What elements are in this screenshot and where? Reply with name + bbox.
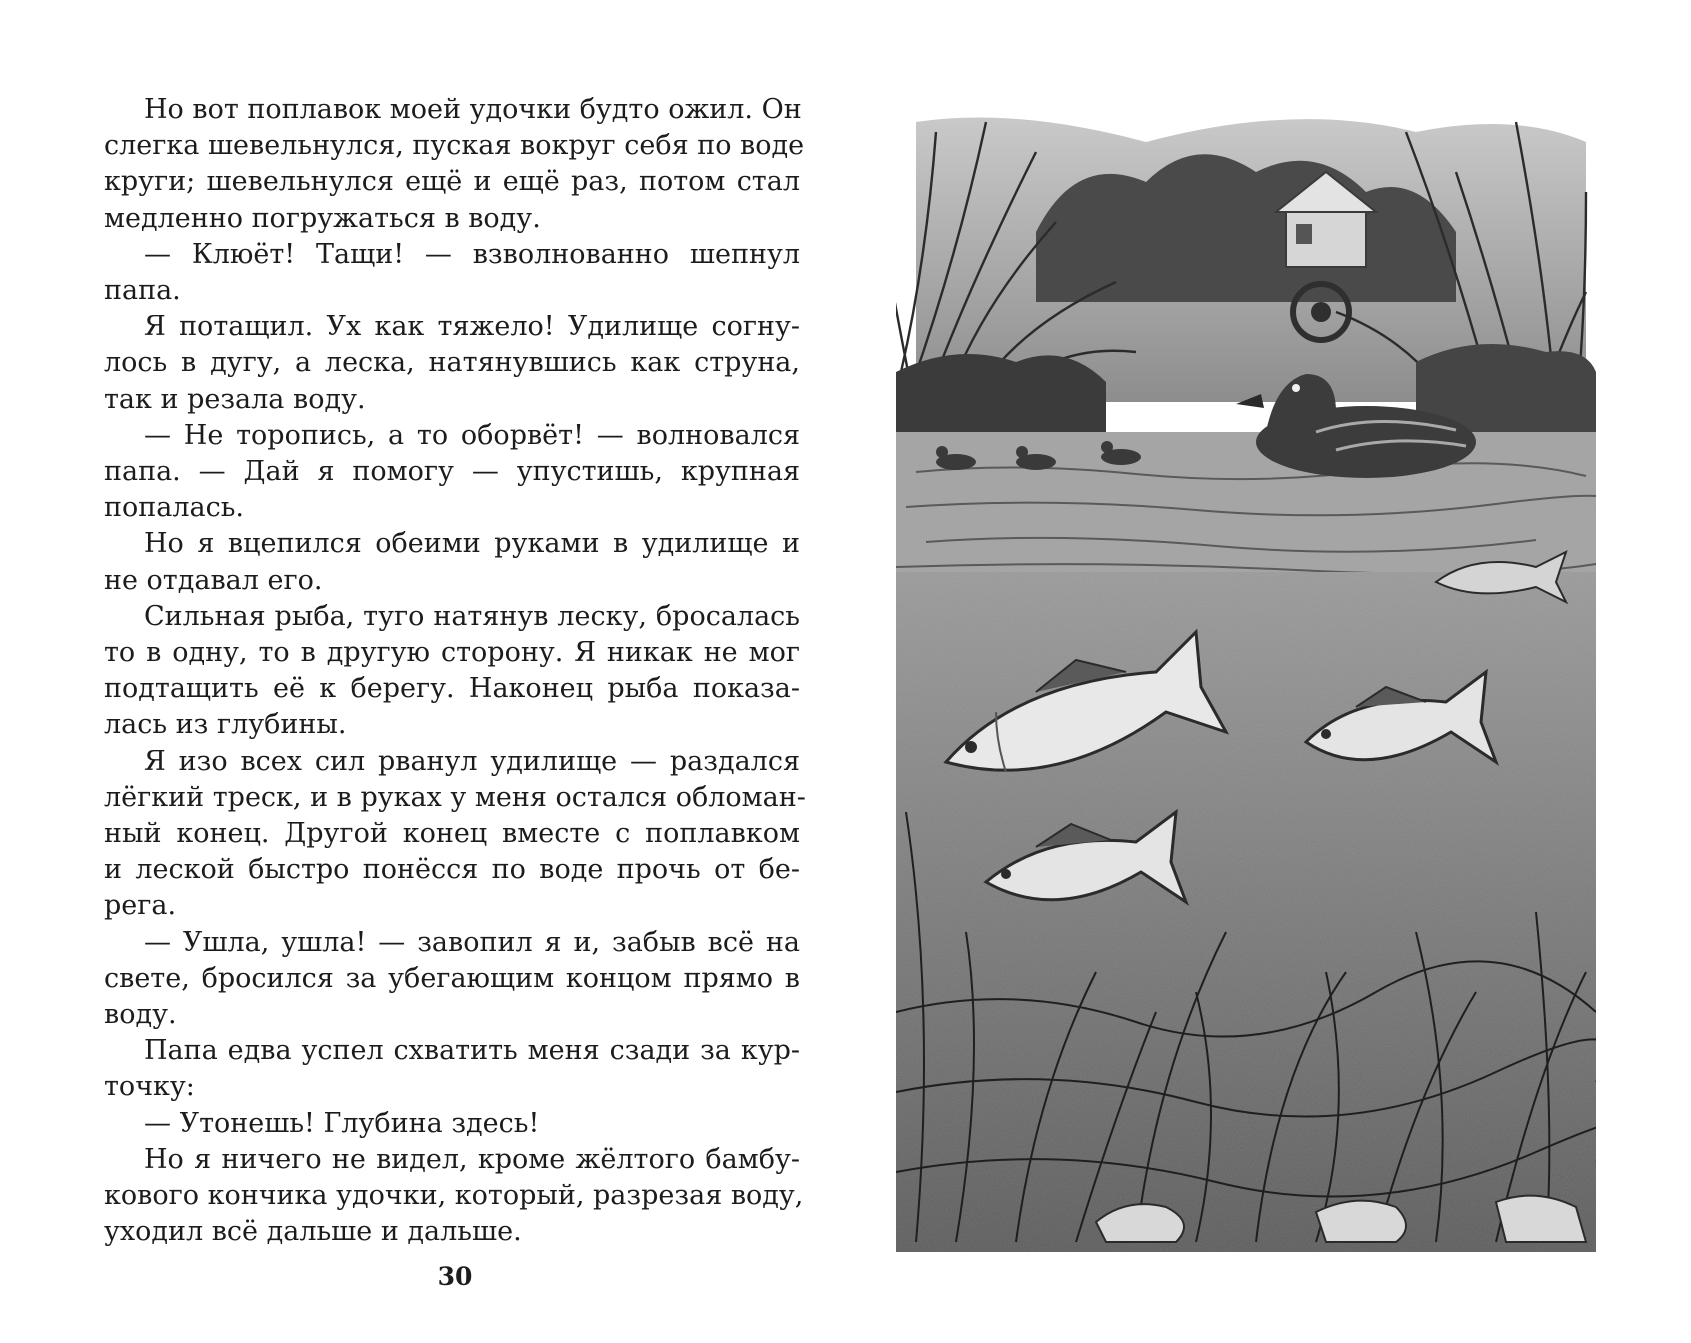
text-line: подтащить её к берегу. Наконец рыба показа- [104, 673, 800, 705]
text-line: Но я ничего не видел, кроме жёлтого бамбу- [144, 1143, 800, 1175]
story-text [104, 92, 806, 1251]
text-line: лёгкий треск, и в руках у меня остался обломан- [104, 781, 806, 813]
page-number: 30 [437, 1262, 473, 1291]
text-line: папа. [104, 275, 181, 307]
illustration-duck-and-fish [896, 112, 1596, 1252]
text-line: свете, бросился за убегающим концом прямо в [104, 962, 800, 994]
text-line: медленно погружаться в воду. [104, 202, 541, 234]
text-line: Но вот поплавок моей удочки будто ожил. Он [144, 94, 802, 125]
text-line: лась из глубины. [104, 709, 347, 741]
text-line: попалась. [104, 492, 244, 524]
text-line: — Клюёт! Тащи! — взволнованно шепнул [144, 238, 800, 270]
text-line: кового кончика удочки, который, разрезая воду, [104, 1180, 804, 1212]
text-line: то в одну, то в другую сторону. Я никак не мог [104, 637, 800, 669]
text-line: — Ушла, ушла! — завопил я и, забыв всё на [144, 926, 800, 958]
text-line: Сильная рыба, туго натянув леску, бросалась [144, 600, 800, 632]
text-line: воду. [104, 999, 177, 1031]
text-line: Папа едва успел схватить меня сзади за кур- [144, 1035, 800, 1067]
text-line: круги; шевельнулся ещё и ещё раз, потом стал [104, 166, 800, 198]
text-line: уходил всё дальше и дальше. [104, 1216, 522, 1248]
text-line: Я потащил. Ух как тяжело! Удилище согну- [144, 311, 800, 343]
text-line: и леской быстро понёсся по воде прочь от бе- [104, 854, 800, 886]
text-line: — Утонешь! Глубина здесь! [144, 1107, 540, 1139]
text-line: рега. [104, 890, 177, 922]
text-line: ный конец. Другой конец вместе с поплавком [104, 818, 800, 850]
text-line: лось в дугу, а леска, натянувшись как струна, [104, 347, 800, 379]
text-line: Но я вцепился обеими руками в удилище и [144, 528, 800, 560]
text-line: папа. — Дай я помогу — упустишь, крупная [104, 456, 800, 488]
text-line: — Не торопись, а то оборвёт! — волновался [144, 419, 800, 451]
text-line: слегка шевельнулся, пуская вокруг себя по воде [104, 130, 805, 162]
text-line: так и резала воду. [104, 383, 366, 415]
underwater-texture [896, 572, 1596, 1252]
illustration-svg [896, 112, 1596, 1252]
text-line: точку: [104, 1071, 195, 1103]
text-line: не отдавал его. [104, 564, 323, 596]
text-line: Я изо всех сил рванул удилище — раздался [144, 745, 800, 777]
left-bush [896, 354, 1106, 442]
